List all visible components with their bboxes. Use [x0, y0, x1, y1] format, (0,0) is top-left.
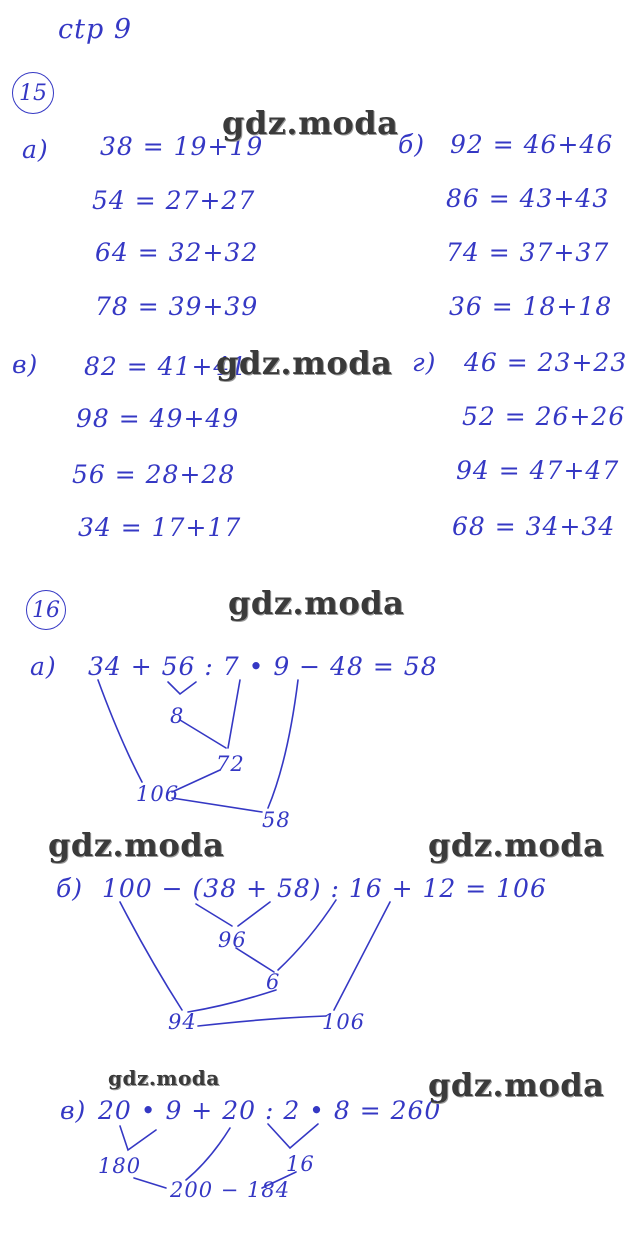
- task-16-v-expression: 20 • 9 + 20 : 2 • 8 = 260: [98, 1096, 442, 1125]
- line-16v-20b: [186, 1128, 230, 1180]
- line-16b-58-96: [238, 902, 270, 926]
- task-15-v-line-3: 56 = 28+28: [72, 460, 236, 489]
- task-15-b-letter: б): [398, 130, 426, 159]
- task-15-b-line-1: 92 = 46+46: [450, 130, 614, 159]
- line-16a-56-7: [168, 682, 196, 694]
- task-15-a-line-4: 78 = 39+39: [95, 292, 259, 321]
- task-15-b-line-3: 74 = 37+37: [446, 238, 610, 267]
- task-15-g-line-1: 46 = 23+23: [464, 348, 628, 377]
- task-15-v-letter: в): [12, 350, 39, 379]
- line-16b-16-6: [278, 900, 336, 970]
- line-16b-12-106: [334, 902, 390, 1010]
- line-16v-180: [134, 1178, 166, 1188]
- line-16a-72-106: [172, 770, 220, 792]
- line-16a-34-106: [98, 680, 142, 782]
- task-16-b-step-1: 96: [218, 928, 247, 952]
- task-16-b-expression: 100 − (38 + 58) : 16 + 12 = 106: [102, 874, 547, 903]
- task-16-v-step-2: 16: [286, 1152, 315, 1176]
- watermark: gdz.moda: [228, 584, 405, 622]
- watermark: gdz.moda: [48, 826, 225, 864]
- task-15-a-line-1: 38 = 19+19: [100, 132, 264, 161]
- watermark: gdz.moda: [216, 344, 393, 382]
- task-15-v-line-1: 82 = 41+41: [84, 352, 248, 381]
- task-16-b-step-2: 6: [266, 970, 281, 994]
- watermark: gdz.moda: [428, 1066, 605, 1104]
- task-15-a-line-2: 54 = 27+27: [92, 186, 256, 215]
- task-15-b-line-4: 36 = 18+18: [449, 292, 613, 321]
- line-16b-100-94: [120, 902, 182, 1010]
- task-16-a-letter: a): [30, 652, 57, 681]
- watermark: gdz.moda: [222, 104, 399, 142]
- task-16-a-step-4: 58: [262, 808, 291, 832]
- watermark: gdz.moda: [428, 826, 605, 864]
- line-16a-8-72: [180, 720, 226, 748]
- task-15-g-line-3: 94 = 47+47: [456, 456, 620, 485]
- task-16-a-step-2: 72: [216, 752, 245, 776]
- line-16v-20-9: [120, 1126, 156, 1150]
- task-15-g-letter: г): [412, 348, 437, 377]
- task-15-v-line-4: 34 = 17+17: [78, 513, 242, 542]
- task-16-a-expression: 34 + 56 : 7 • 9 − 48 = 58: [88, 652, 438, 681]
- line-16b-38-96: [196, 904, 232, 926]
- task-15-number: 15: [12, 72, 54, 114]
- task-15-v-line-2: 98 = 49+49: [76, 404, 240, 433]
- watermark: gdz.moda: [108, 1066, 220, 1090]
- task-16-a-step-3: 106: [136, 782, 180, 806]
- page-label: ctp 9: [58, 14, 133, 45]
- line-16a-48-58: [268, 680, 298, 808]
- task-15-g-line-4: 68 = 34+34: [452, 512, 616, 541]
- line-16v-2-8: [268, 1124, 318, 1148]
- line-16v-16: [262, 1172, 296, 1188]
- line-16b-6-94: [188, 990, 276, 1012]
- task-16-b-letter: б): [56, 874, 84, 903]
- task-15-g-line-2: 52 = 26+26: [462, 402, 626, 431]
- task-16-v-letter: в): [60, 1096, 87, 1125]
- task-16-a-step-1: 8: [170, 704, 185, 728]
- task-16-v-step-1: 180: [98, 1154, 142, 1178]
- task-16-number: 16: [26, 590, 66, 630]
- task-16-b-step-4: 106: [322, 1010, 366, 1034]
- task-15-a-line-3: 64 = 32+32: [95, 238, 259, 267]
- line-16a-9-72: [228, 680, 240, 748]
- task-16-v-step-3: 200 − 184: [170, 1178, 291, 1202]
- task-16-b-step-3: 94: [168, 1010, 197, 1034]
- line-16b-96-6: [236, 948, 274, 972]
- task-15-a-letter: a): [22, 135, 49, 164]
- task-15-b-line-2: 86 = 43+43: [446, 184, 610, 213]
- line-16b-94-106: [198, 1016, 326, 1026]
- line-16a-106-58: [172, 798, 262, 812]
